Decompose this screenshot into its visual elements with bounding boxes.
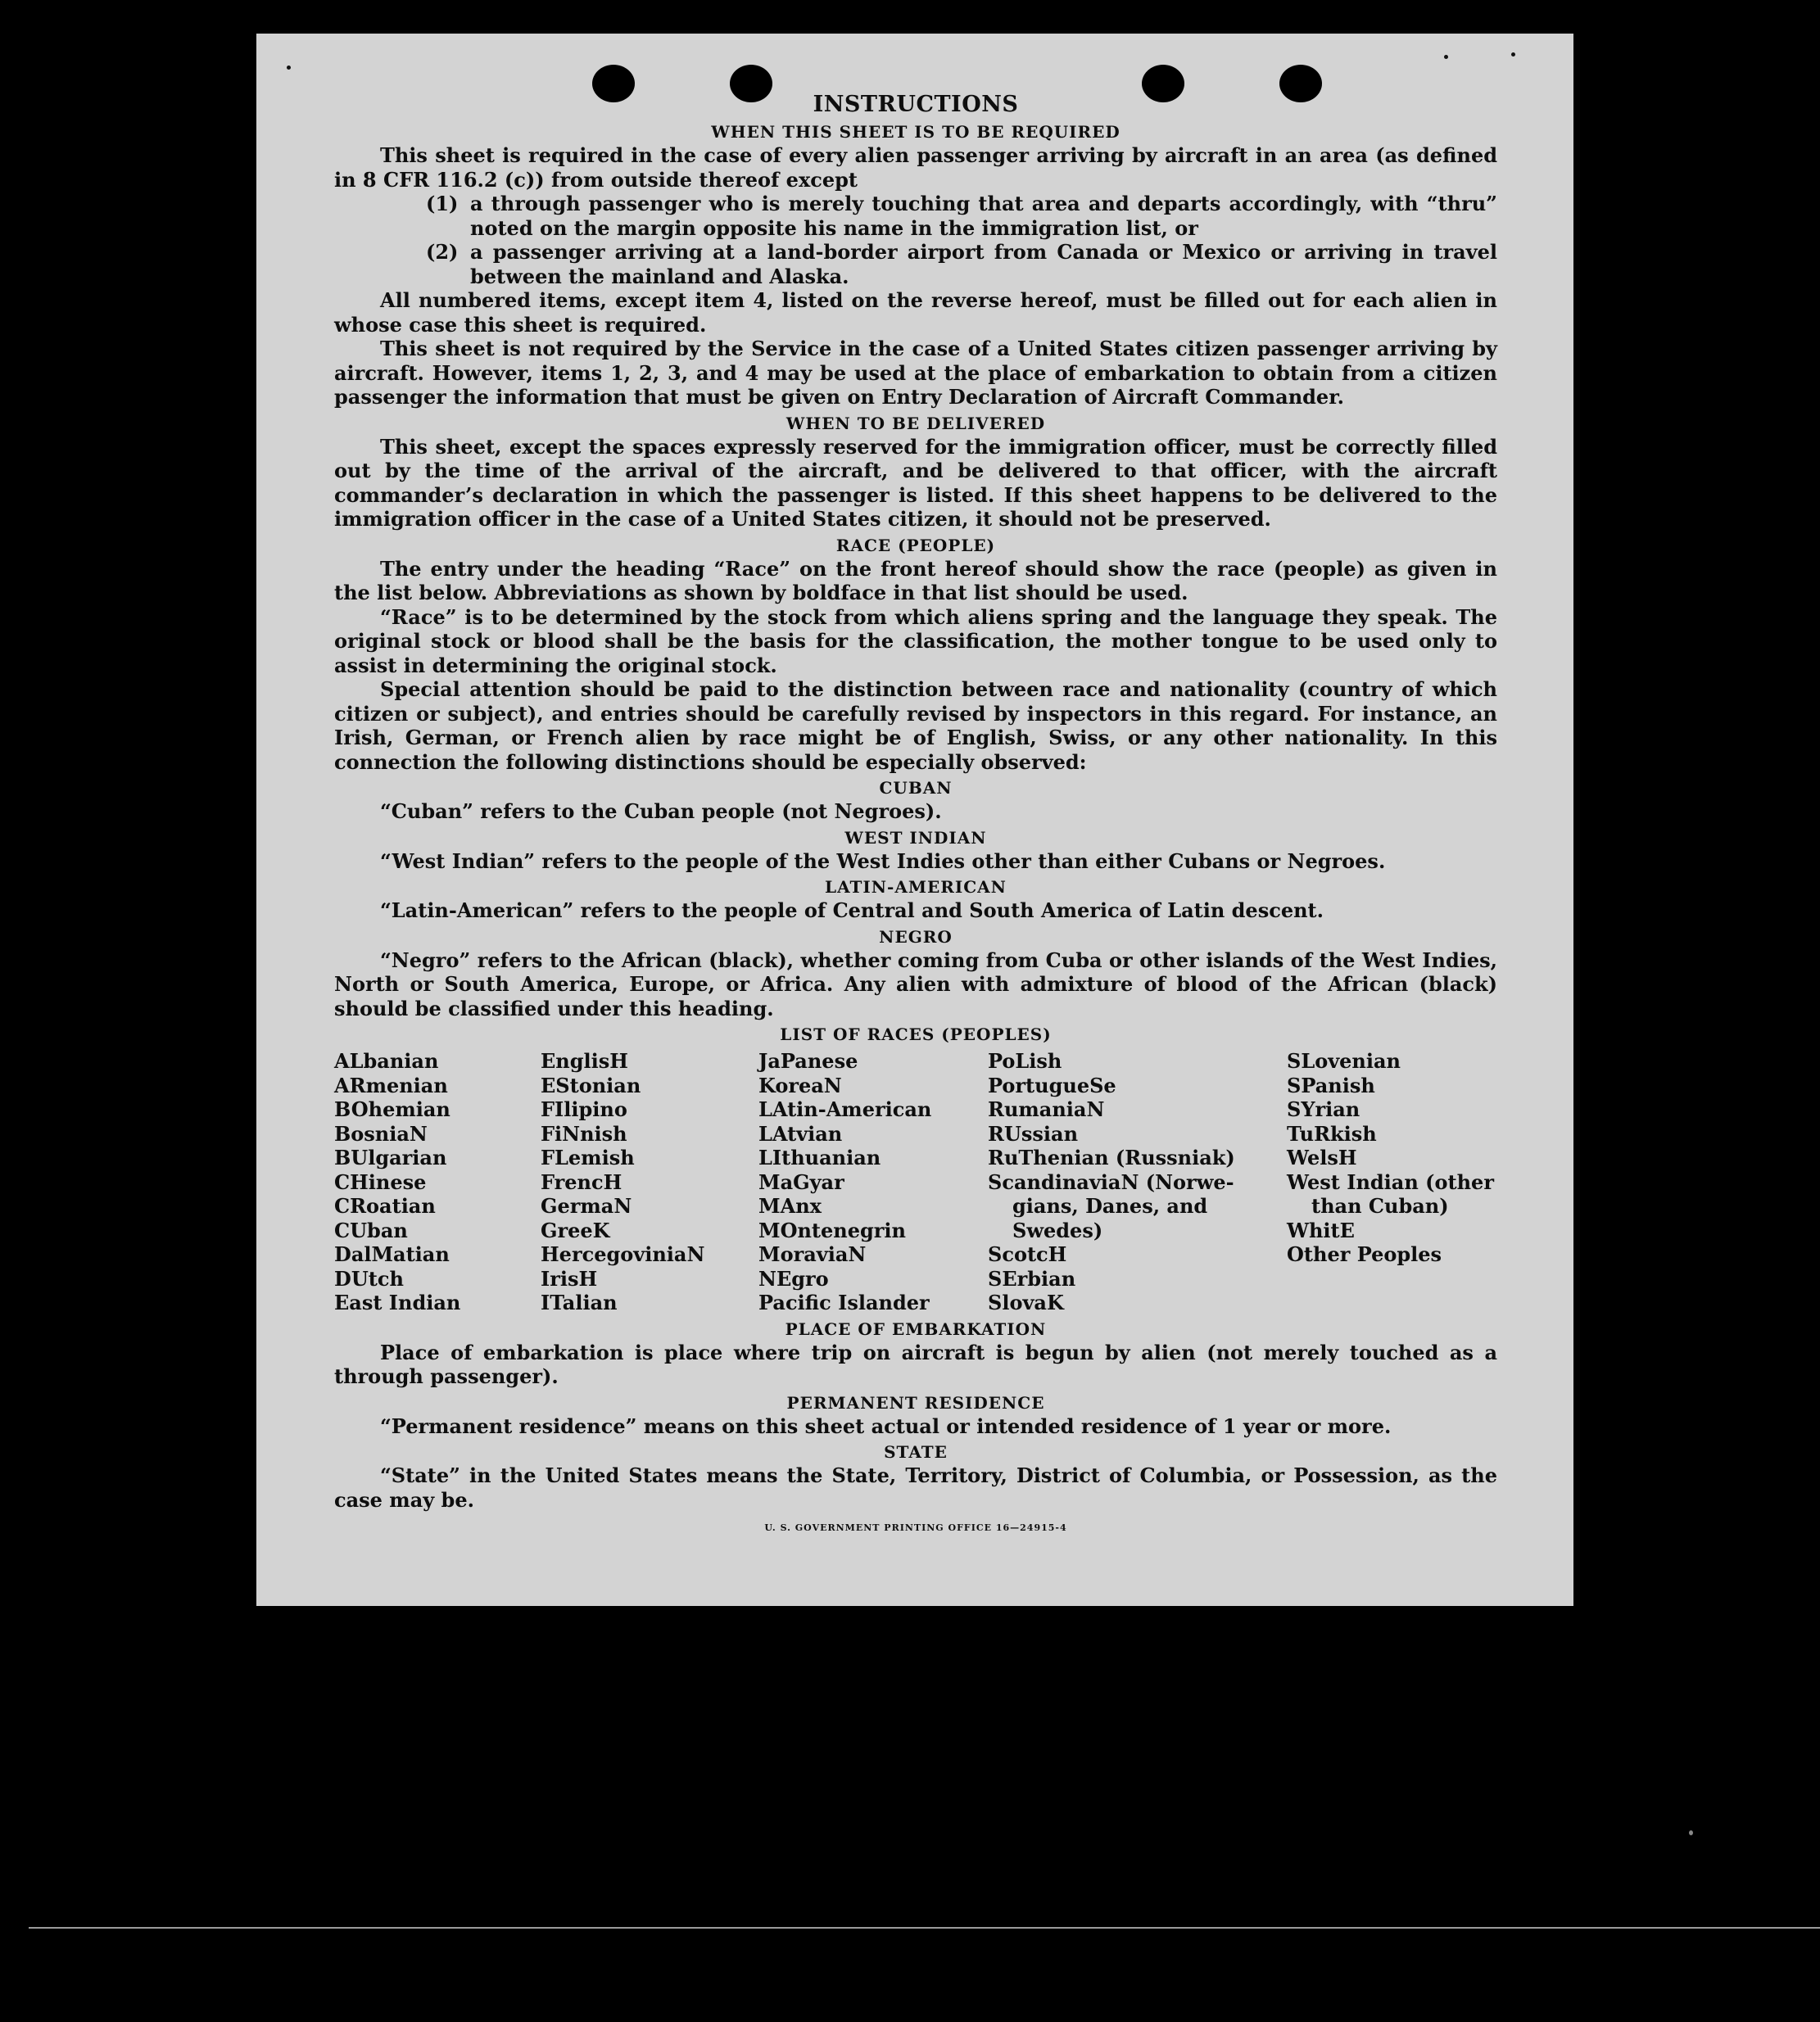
race-entry: RuThenian (Russniak) — [988, 1146, 1235, 1169]
item-number: (1) — [426, 192, 459, 215]
race-entry: ScotcH — [988, 1242, 1067, 1266]
race-entry: BOhemian — [334, 1097, 450, 1121]
paragraph: “Negro” refers to the African (black), whether coming from Cuba or other islands of the West Indies, North or South America, Europe, or Africa. Any alien with admixture of blood of the African (black) should be classified under this heading. — [334, 948, 1497, 1020]
races-column — [334, 1049, 541, 1315]
race-entry: LIthuanian — [758, 1146, 881, 1169]
race-entry: DUtch — [334, 1266, 404, 1291]
item-text: a passenger arriving at a land-border airport from Canada or Mexico or arriving in travel between the mainland and Alaska. — [470, 240, 1497, 288]
paragraph: This sheet, except the spaces expressly reserved for the immigration officer, must be correctly filled out by the time of the arrival of the aircraft, and be delivered to that officer, with the aircraft commander’s declaration in which the passenger is listed. If this sheet happens to be delivered to the immigration officer in the case of a United States citizen, it should not be preserved. — [334, 434, 1497, 531]
race-entry: ARmenian — [334, 1073, 448, 1097]
race-entry: SLovenian — [1287, 1049, 1401, 1073]
race-entry: ITalian — [541, 1291, 618, 1314]
race-entry: FrencH — [541, 1169, 623, 1194]
race-entry: PortugueSe — [988, 1073, 1116, 1097]
race-entry: MaGyar — [758, 1169, 844, 1194]
race-entry: GermaN — [541, 1194, 632, 1218]
race-entry: ALbanian — [334, 1049, 439, 1073]
race-entry: Other Peoples — [1287, 1242, 1442, 1266]
heading-race: RACE (PEOPLE) — [835, 535, 996, 555]
race-entry: PoLish — [988, 1049, 1062, 1073]
race-entry: MoraviaN — [758, 1242, 867, 1266]
race-entry: DalMatian — [334, 1242, 450, 1266]
race-entry: EStonian — [541, 1073, 641, 1097]
paragraph: This sheet is not required by the Service in the case of a United States citizen passenger arriving by aircraft. However, items 1, 2, 3, and 4 may be used at the place of embarkation to obtain from a citizen passenger the information that must be given on Entry Declaration of Aircraft Commander. — [334, 337, 1497, 409]
scan-speck — [1511, 52, 1515, 57]
race-entry: CRoatian — [334, 1194, 436, 1218]
race-entry: JaPanese — [758, 1049, 858, 1073]
paragraph: The entry under the heading “Race” on the front hereof should show the race (people) as given in the list below. Abbreviations as shown by boldface in that list should be used. — [334, 556, 1497, 604]
paragraph: Place of embarkation is place where trip on aircraft is begun by alien (not merely touched as a through passenger). — [334, 1340, 1497, 1388]
races-column — [988, 1049, 1287, 1315]
race-entry: SYrian — [1287, 1097, 1360, 1121]
race-entry: Pacific Islander — [758, 1291, 930, 1314]
heading-permanent-residence: PERMANENT RESIDENCE — [786, 1392, 1045, 1413]
race-entry: RUssian — [988, 1121, 1079, 1146]
race-entry: MOntenegrin — [758, 1218, 906, 1242]
race-entry: TuRkish — [1287, 1121, 1377, 1146]
race-entry: IrisH — [541, 1266, 598, 1291]
heading-state: STATE — [884, 1442, 948, 1462]
races-list — [334, 1049, 1497, 1315]
printer-imprint: U. S. GOVERNMENT PRINTING OFFICE 16—24915-4 — [764, 1522, 1067, 1533]
race-entry: FiNnish — [541, 1121, 627, 1146]
paragraph: “Race” is to be determined by the stock from which aliens spring and the language they speak. The original stock or blood shall be the basis for the classification, the mother tongue to be used only to assist in determining the original stock. — [334, 604, 1497, 677]
race-entry: West Indian (other — [1287, 1169, 1494, 1194]
races-column — [541, 1049, 758, 1315]
race-entry: EnglisH — [541, 1049, 628, 1073]
race-entry: gians, Danes, and — [1012, 1194, 1208, 1218]
race-entry: KoreaN — [758, 1073, 842, 1097]
race-entry: East Indian — [334, 1291, 461, 1314]
item-text: a through passenger who is merely touching that area and departs accordingly, with “thru” noted on the margin opposite his name in the immigration list, or — [470, 192, 1497, 240]
scan-speck — [287, 66, 291, 70]
race-entry: SPanish — [1287, 1073, 1375, 1097]
races-column — [1287, 1049, 1497, 1315]
race-entry: FLemish — [541, 1146, 635, 1169]
paragraph: This sheet is required in the case of every alien passenger arriving by aircraft in an area (as defined in 8 CFR 116.2 (c)) from outside thereof except — [334, 143, 1497, 192]
document-sheet — [256, 34, 1573, 1606]
page-title: INSTRUCTIONS — [813, 92, 1019, 117]
heading-cuban: CUBAN — [879, 778, 953, 798]
race-entry: RumaniaN — [988, 1097, 1105, 1121]
race-entry: CHinese — [334, 1169, 427, 1194]
races-column — [758, 1049, 988, 1315]
heading-when-delivered: WHEN TO BE DELIVERED — [785, 413, 1046, 433]
paragraph: Special attention should be paid to the distinction between race and nationality (country of which citizen or subject), and entries should be carefully revised by inspectors in this regard. For instance, an Irish, German, or French alien by race might be of English, Swiss, or any other nationality. In this connection the following distinctions should be especially observed: — [334, 677, 1497, 774]
race-entry: CUban — [334, 1218, 408, 1242]
race-entry: BosniaN — [334, 1121, 428, 1146]
race-entry: BUlgarian — [334, 1146, 447, 1169]
list-item — [426, 240, 1497, 288]
paragraph: “West Indian” refers to the people of the West Indies other than either Cubans or Negroes. — [380, 848, 1386, 873]
race-entry: GreeK — [541, 1218, 610, 1242]
paragraph: “Cuban” refers to the Cuban people (not Negroes). — [380, 799, 942, 823]
race-entry: MAnx — [758, 1194, 822, 1218]
race-entry: NEgro — [758, 1266, 829, 1291]
heading-latin-american: LATIN-AMERICAN — [825, 877, 1007, 897]
race-entry: WhitE — [1287, 1218, 1355, 1242]
race-entry: LAtin-American — [758, 1097, 932, 1121]
race-entry: LAtvian — [758, 1121, 843, 1146]
race-entry: WelsH — [1287, 1146, 1357, 1169]
heading-list-of-races: LIST OF RACES (PEOPLES) — [780, 1025, 1052, 1044]
scan-speck — [1444, 55, 1448, 59]
paragraph: “Permanent residence” means on this sheet actual or intended residence of 1 year or more. — [380, 1414, 1392, 1438]
race-entry: HercegoviniaN — [541, 1242, 705, 1266]
race-entry: FIlipino — [541, 1097, 627, 1121]
race-entry: ScandinaviaN (Norwe- — [988, 1169, 1234, 1194]
heading-when-required: WHEN THIS SHEET IS TO BE REQUIRED — [711, 122, 1121, 142]
race-entry: SErbian — [988, 1266, 1076, 1291]
scan-speck — [1689, 1830, 1693, 1835]
heading-negro: NEGRO — [879, 926, 953, 947]
race-entry: SlovaK — [988, 1291, 1064, 1314]
heading-place-of-embarkation: PLACE OF EMBARKATION — [785, 1319, 1047, 1339]
instructions-body — [334, 91, 1497, 1535]
paragraph: All numbered items, except item 4, listed on the reverse hereof, must be filled out for each alien in whose case this sheet is required. — [334, 288, 1497, 337]
scan-edge-line — [29, 1927, 1820, 1929]
race-entry: Swedes) — [1012, 1218, 1103, 1242]
race-entry: than Cuban) — [1311, 1194, 1449, 1218]
paragraph: “Latin-American” refers to the people of Central and South America of Latin descent. — [380, 898, 1324, 922]
heading-west-indian: WEST INDIAN — [844, 827, 987, 848]
list-item — [426, 192, 1497, 240]
paragraph: “State” in the United States means the State, Territory, District of Columbia, or Possession, as the case may be. — [334, 1463, 1497, 1512]
item-number: (2) — [426, 240, 459, 264]
